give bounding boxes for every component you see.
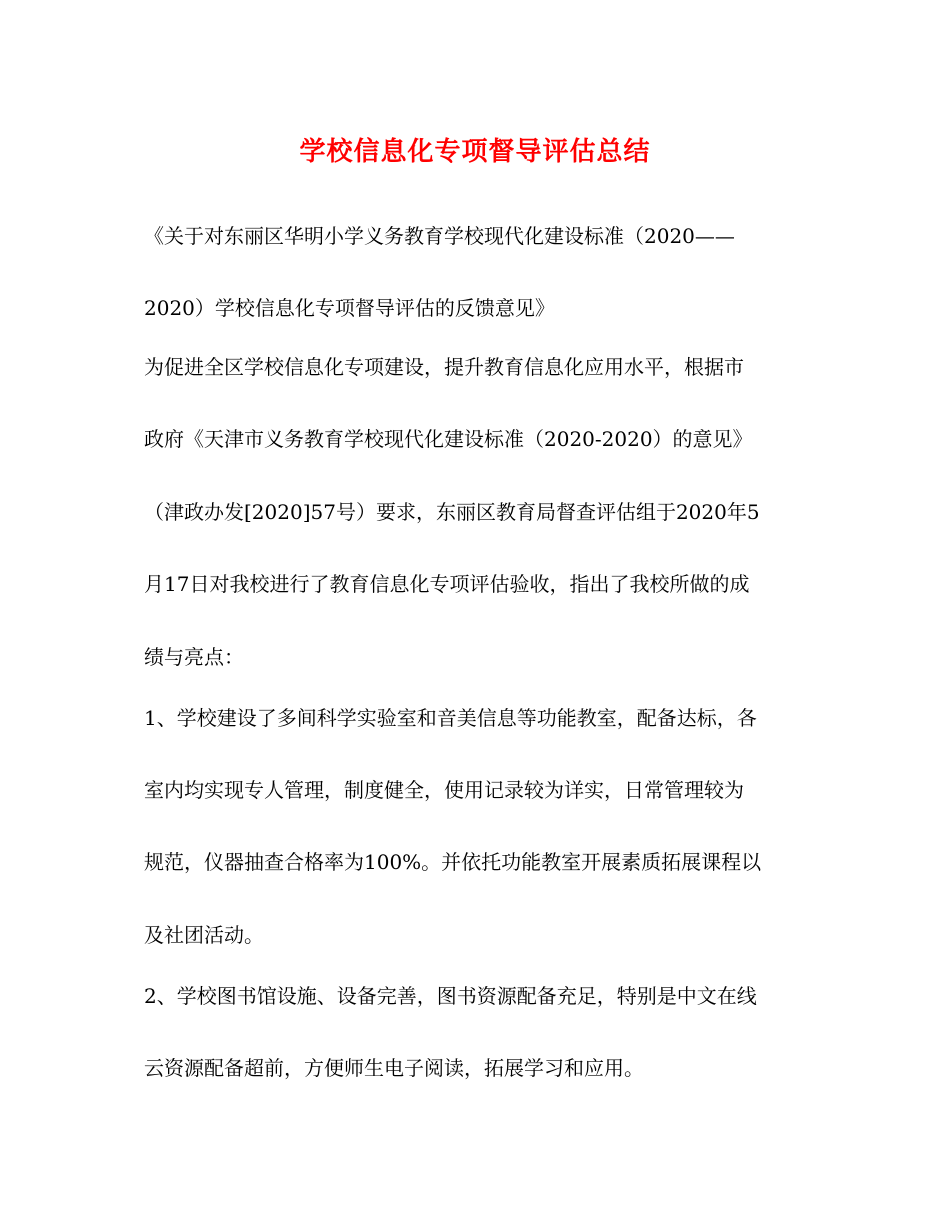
paragraph-line-3: 为促进全区学校信息化专项建设，提升教育信息化应用水平，根据市: [144, 355, 744, 379]
document-title: 学校信息化专项督导评估总结: [299, 137, 651, 167]
paragraph-line-4: 政府《天津市义务教育学校现代化建设标准（2020-2020）的意见》: [144, 427, 753, 451]
paragraph-line-11: 及社团活动。: [144, 923, 264, 947]
paragraph-line-7: 绩与亮点：: [144, 645, 244, 669]
paragraph-line-10: 规范，仪器抽查合格率为100%。并依托功能教室开展素质拓展课程以: [144, 850, 762, 874]
paragraph-line-9: 室内均实现专人管理，制度健全，使用记录较为详实，日常管理较为: [144, 778, 744, 802]
paragraph-line-5: （津政办发[2020]57号）要求，东丽区教育局督查评估组于2020年5: [144, 500, 760, 524]
paragraph-line-6: 月17日对我校进行了教育信息化专项评估验收，指出了我校所做的成: [144, 572, 750, 596]
paragraph-line-8: 1、学校建设了多间科学实验室和音美信息等功能教室，配备达标，各: [144, 706, 757, 730]
paragraph-line-1: 《关于对东丽区华明小学义务教育学校现代化建设标准（2020——: [144, 224, 735, 248]
paragraph-line-13: 云资源配备超前，方便师生电子阅读，拓展学习和应用。: [144, 1056, 644, 1080]
paragraph-line-12: 2、学校图书馆设施、设备完善，图书资源配备充足，特别是中文在线: [144, 984, 757, 1008]
paragraph-line-2: 2020）学校信息化专项督导评估的反馈意见》: [144, 296, 555, 320]
